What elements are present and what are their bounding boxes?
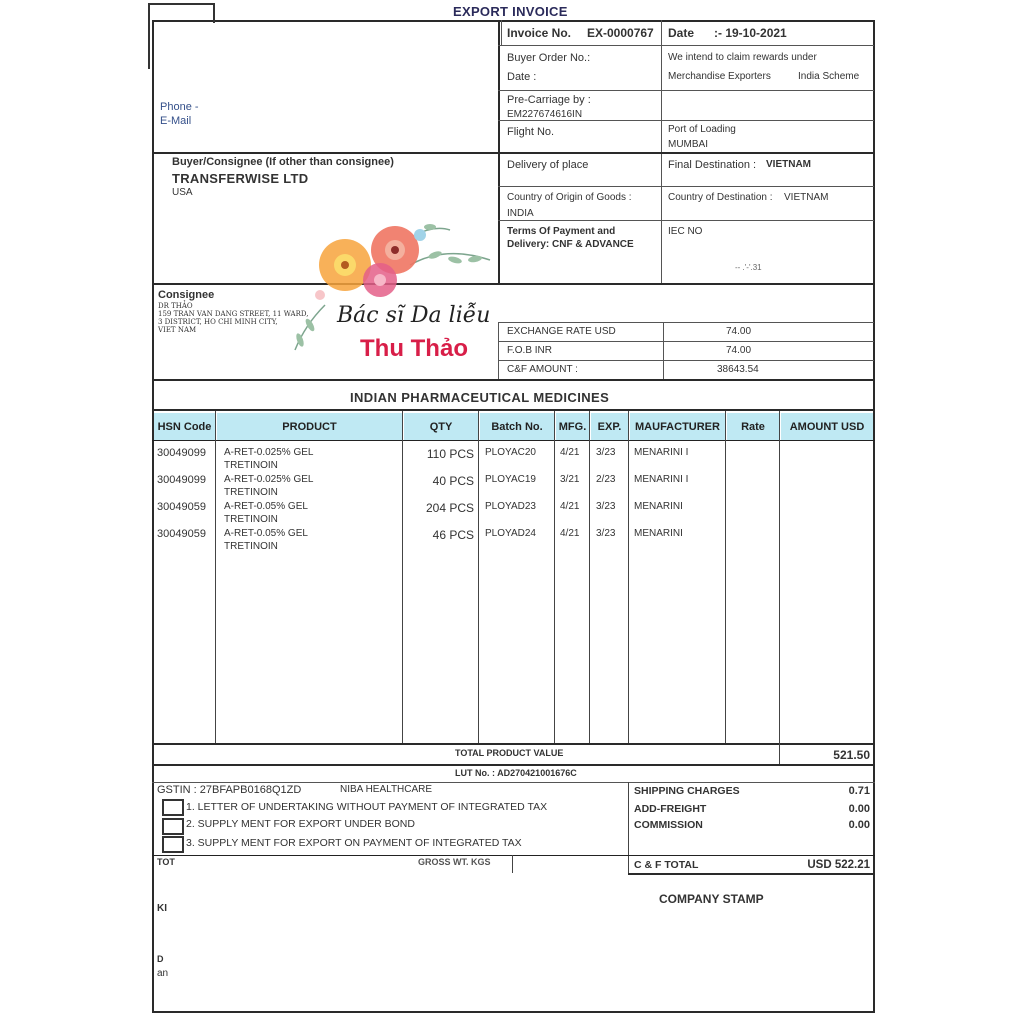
row-3-exp: 3/23 — [596, 501, 616, 512]
rate-label-3: C&F AMOUNT : — [507, 364, 578, 375]
rate-label-1: EXCHANGE RATE USD — [507, 326, 616, 337]
destination-country-value: VIETNAM — [784, 192, 829, 203]
row-line — [661, 90, 874, 91]
origin-label: Country of Origin of Goods : — [507, 192, 632, 203]
row-line — [152, 379, 875, 381]
row-3-mfg: 4/21 — [560, 501, 580, 512]
footer-k: KI — [157, 903, 167, 914]
row-1-maker: MENARINI I — [634, 447, 689, 458]
row-4-batch: PLOYAD24 — [485, 528, 536, 539]
declaration-3-checkbox[interactable] — [162, 836, 184, 853]
col-header-qty: QTY — [404, 413, 478, 440]
exporter-email-label: E-Mail — [160, 115, 192, 127]
consignee-line-1: DR THẢO — [158, 302, 193, 310]
row-line — [152, 409, 875, 411]
cf-total-value: USD 522.21 — [807, 859, 870, 871]
row-line — [498, 90, 663, 91]
row-line — [152, 152, 875, 154]
origin-value: INDIA — [507, 208, 534, 219]
consignee-line-2: 159 TRAN VAN DANG STREET, 11 WARD, — [158, 310, 309, 318]
row-4-qty: 46 PCS — [432, 528, 474, 542]
watermark-subname: Thu Thảo — [360, 335, 468, 362]
footer-gross: GROSS WT. KGS — [418, 857, 491, 867]
row-4-exp: 3/23 — [596, 528, 616, 539]
row-2-product-2: TRETINOIN — [224, 487, 278, 498]
row-3-hsn: 30049059 — [157, 501, 206, 513]
section-title: INDIAN PHARMACEUTICAL MEDICINES — [350, 390, 610, 405]
column-line — [554, 411, 555, 743]
charges-divider — [628, 782, 629, 874]
cf-total-label: C & F TOTAL — [634, 859, 699, 871]
row-line — [152, 743, 875, 745]
col-header-batch: Batch No. — [480, 413, 554, 440]
corner-mark-right — [213, 3, 215, 23]
row-2-product: A-RET-0.025% GEL — [224, 474, 314, 485]
column-line — [215, 411, 216, 743]
iec-fragment: -- .'-'.31 — [735, 263, 762, 272]
column-line — [779, 411, 780, 743]
flower-bouquet-icon — [285, 215, 500, 355]
header-date-divider — [501, 20, 502, 46]
total-product-label: TOTAL PRODUCT VALUE — [455, 748, 564, 758]
invoice-date: :- 19-10-2021 — [714, 26, 787, 40]
consignee-label: Consignee — [158, 289, 215, 301]
charge-label-2: ADD-FREIGHT — [634, 803, 707, 815]
port-loading-label: Port of Loading — [668, 124, 736, 135]
declaration-2-checkbox[interactable] — [162, 818, 184, 835]
row-3-product: A-RET-0.05% GEL — [224, 501, 308, 512]
row-4-maker: MENARINI — [634, 528, 683, 539]
col-header-product: PRODUCT — [217, 413, 402, 440]
buyer-country: USA — [172, 187, 193, 198]
total-product-value: 521.50 — [833, 748, 870, 762]
footer-tot: TOT — [157, 857, 175, 867]
gstin: GSTIN : 27BFAPB0168Q1ZD — [157, 784, 302, 796]
iec-label: IEC NO — [668, 226, 703, 237]
row-line — [152, 782, 875, 783]
row-line — [498, 120, 874, 121]
frame-right — [873, 20, 875, 1013]
invoice-number: EX-0000767 — [587, 26, 654, 40]
rewards-note-2: Merchandise Exporters — [668, 71, 771, 82]
buyer-order-label: Buyer Order No.: — [507, 52, 591, 64]
rate-value-1: 74.00 — [726, 326, 752, 337]
destination-country-label: Country of Destination : — [668, 192, 773, 203]
consignee-line-3: 3 DISTRICT, HO CHI MINH CITY, — [158, 318, 278, 326]
column-line — [512, 855, 513, 873]
row-line — [498, 186, 874, 187]
declaration-3: 3. SUPPLY MENT FOR EXPORT ON PAYMENT OF INTEGRATED TAX — [186, 837, 522, 849]
row-line — [628, 873, 875, 875]
row-line — [152, 855, 875, 856]
row-1-product: A-RET-0.025% GEL — [224, 447, 314, 458]
flight-label: Flight No. — [507, 126, 555, 138]
rate-value-3: 38643.54 — [717, 364, 759, 375]
column-line — [779, 743, 780, 765]
watermark — [285, 215, 525, 365]
row-line — [152, 440, 875, 441]
watermark-name: Bác sĩ Da liễu — [337, 303, 491, 328]
row-2-batch: PLOYAC19 — [485, 474, 536, 485]
row-4-product: A-RET-0.05% GEL — [224, 528, 308, 539]
buyer-label: Buyer/Consignee (If other than consignee) — [172, 156, 394, 168]
lut-number: LUT No. : AD270421001676C — [455, 768, 577, 778]
charge-label-1: SHIPPING CHARGES — [634, 785, 740, 797]
port-loading-value: MUMBAI — [668, 139, 708, 150]
row-3-batch: PLOYAD23 — [485, 501, 536, 512]
charge-value-2: 0.00 — [848, 803, 870, 815]
row-2-qty: 40 PCS — [432, 474, 474, 488]
row-1-qty: 110 PCS — [426, 447, 474, 461]
corner-mark-left — [148, 3, 150, 69]
rewards-note-1: We intend to claim rewards under — [668, 52, 817, 63]
declaration-1: 1. LETTER OF UNDERTAKING WITHOUT PAYMENT OF INTEGRATED TAX — [186, 801, 548, 813]
row-line — [498, 45, 874, 46]
pre-carriage-label: Pre-Carriage by : — [507, 94, 591, 106]
row-line — [498, 360, 874, 361]
company-name: NIBA HEALTHCARE — [340, 784, 433, 795]
rate-label-2: F.O.B INR — [507, 345, 553, 356]
column-line — [628, 411, 629, 743]
frame-left — [152, 20, 154, 1013]
invoice-title: EXPORT INVOICE — [453, 4, 568, 19]
row-4-product-2: TRETINOIN — [224, 541, 278, 552]
rewards-note-3: India Scheme — [798, 71, 860, 82]
column-line — [725, 411, 726, 743]
consignee-line-4: VIET NAM — [158, 326, 197, 334]
charge-value-1: 0.71 — [848, 785, 870, 797]
invoice-date-label: Date — [668, 26, 695, 40]
col-header-hsn: HSN Code — [154, 413, 215, 440]
rate-value-2: 74.00 — [726, 345, 752, 356]
row-line — [498, 220, 874, 221]
row-4-mfg: 4/21 — [560, 528, 580, 539]
row-2-mfg: 3/21 — [560, 474, 580, 485]
column-line — [589, 411, 590, 743]
row-1-exp: 3/23 — [596, 447, 616, 458]
col-header-mfg: MFG. — [556, 413, 589, 440]
terms-line-2: Delivery: CNF & ADVANCE — [507, 239, 634, 250]
row-1-batch: PLOYAC20 — [485, 447, 536, 458]
company-stamp-label: COMPANY STAMP — [659, 892, 764, 906]
rates-value-divider — [663, 322, 664, 380]
row-1-product-2: TRETINOIN — [224, 460, 278, 471]
charge-label-3: COMMISSION — [634, 819, 703, 831]
col-header-rate: Rate — [727, 413, 779, 440]
footer-an: an — [157, 968, 169, 979]
frame-bottom — [152, 1011, 875, 1013]
pre-carriage-value: EM227674616IN — [507, 109, 583, 120]
row-4-hsn: 30049059 — [157, 528, 206, 540]
row-2-exp: 2/23 — [596, 474, 616, 485]
corner-mark-top — [148, 3, 214, 5]
exporter-phone-label: Phone - — [160, 101, 199, 113]
frame-top — [152, 20, 875, 22]
row-2-hsn: 30049099 — [157, 474, 206, 486]
row-1-hsn: 30049099 — [157, 447, 206, 459]
footer-d: D — [157, 954, 164, 964]
col-header-exp: EXP. — [591, 413, 628, 440]
row-3-maker: MENARINI — [634, 501, 683, 512]
final-destination-label: Final Destination : — [668, 159, 757, 171]
row-3-qty: 204 PCS — [425, 501, 474, 515]
row-3-product-2: TRETINOIN — [224, 514, 278, 525]
buyer-order-date-label: Date : — [507, 71, 537, 83]
buyer-name: TRANSFERWISE LTD — [172, 171, 309, 186]
row-2-maker: MENARINI I — [634, 474, 689, 485]
row-line — [152, 764, 875, 766]
invoice-number-label: Invoice No. — [507, 26, 572, 40]
col-header-maker: MAUFACTURER — [630, 413, 725, 440]
row-1-mfg: 4/21 — [560, 447, 580, 458]
declaration-2: 2. SUPPLY MENT FOR EXPORT UNDER BOND — [186, 818, 415, 830]
column-line — [478, 411, 479, 743]
row-line — [498, 341, 874, 342]
col-header-amount: AMOUNT USD — [781, 413, 873, 440]
final-destination-value: VIETNAM — [766, 159, 811, 170]
row-line — [498, 322, 874, 323]
delivery-label: Delivery of place — [507, 159, 589, 171]
column-line — [402, 411, 403, 743]
declaration-1-checkbox[interactable] — [162, 799, 184, 816]
charge-value-3: 0.00 — [848, 819, 870, 831]
terms-line-1: Terms Of Payment and — [507, 226, 616, 237]
